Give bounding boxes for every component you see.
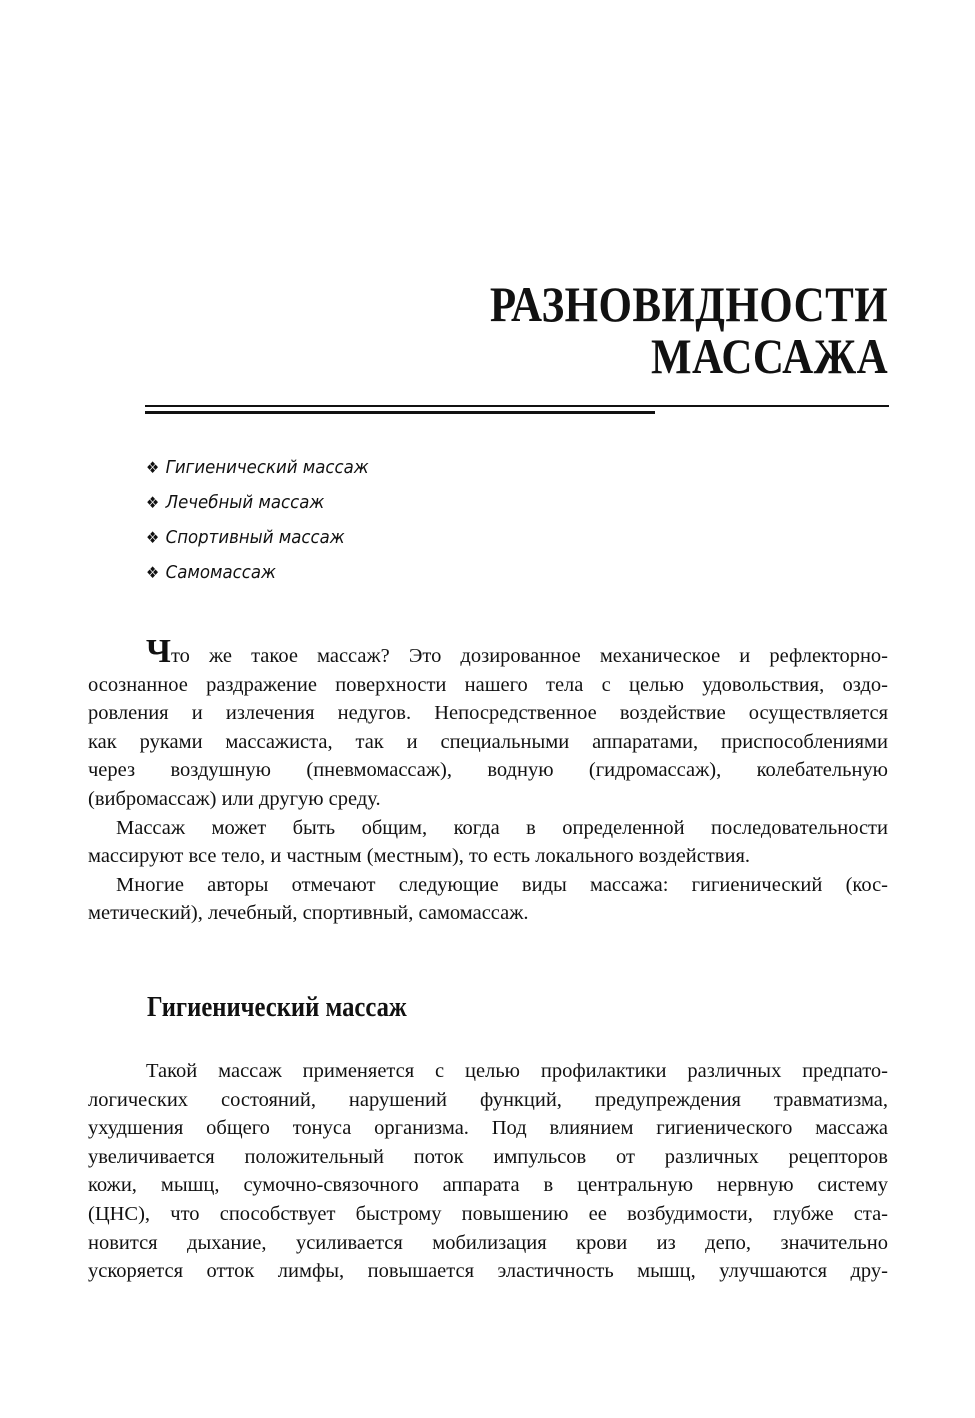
paragraph-line: логических состояний, нарушений функций, предупреждения травматизма, [88,1088,888,1111]
four-diamond-icon: ❖ [146,528,160,547]
paragraph-line: (вибромассаж) или другую среду. [88,787,381,810]
four-diamond-icon: ❖ [146,458,160,477]
chapter-title [490,278,888,382]
four-diamond-icon: ❖ [146,563,160,582]
paragraph-line: Такой массаж применяется с целью профилактики различных предпато- [146,1060,888,1082]
list-item: ❖ Лечебный массаж [146,492,325,513]
list-item: ❖ Гигиенический массаж [146,457,369,478]
title-rule-lower [145,411,655,414]
paragraph-line: ровления и излечения недугов. Непосредственное воздействие осуществляется [88,702,888,725]
paragraph-line: через воздушную (пневмомассаж), водную (гидромассаж), колебательную [88,759,888,782]
paragraph-line: массируют все тело, и частным (местным), то есть локального воздействия. [88,845,751,868]
chapter-title-line1: РАЗНОВИДНОСТИ [489,276,888,332]
paragraph-line: ухудшения общего тонуса организма. Под влиянием гигиенического массажа [88,1117,888,1140]
drop-cap: Ч [146,633,171,670]
paragraph-line: (ЦНС), что способствует быстрому повышению ее возбудимости, глубже ста- [88,1202,888,1225]
paragraph-line: новится дыхание, усиливается мобилизация крови из депо, значительно [88,1231,888,1254]
paragraph-line: увеличивается положительный поток импульсов от различных рецепторов [88,1145,888,1168]
paragraph-line: как руками массажиста, так и специальными аппаратами, приспособлениями [88,730,888,753]
title-rule-upper [145,405,889,407]
paragraph-line: Что же такое массаж? Это дозированное механическое и рефлекторно- [146,633,888,670]
paragraph-line: осознанное раздражение поверхности нашего тела с целью удовольствия, оздо- [88,673,888,696]
paragraph-line: Массаж может быть общим, когда в определенной последовательности [116,816,888,839]
paragraph-line: Многие авторы отмечают следующие виды массажа: гигиенический (кос- [116,873,888,896]
chapter-contents-list [146,450,388,590]
paragraph-line: ускоряется отток лимфы, повышается эластичность мышц, улучшаются дру- [88,1260,888,1283]
list-item: ❖ Спортивный массаж [146,527,345,548]
section-heading: Гигиенический массаж [147,992,407,1023]
paragraph-line: метический), лечебный, спортивный, самомассаж. [88,902,529,925]
four-diamond-icon: ❖ [146,493,160,512]
section-text [88,1057,888,1286]
list-item: ❖ Самомассаж [146,562,276,583]
chapter-title-line2: МАССАЖА [650,328,888,384]
intro-text [88,633,888,928]
paragraph-line: кожи, мышц, сумочно-связочного аппарата в центральную нервную систему [88,1174,888,1197]
